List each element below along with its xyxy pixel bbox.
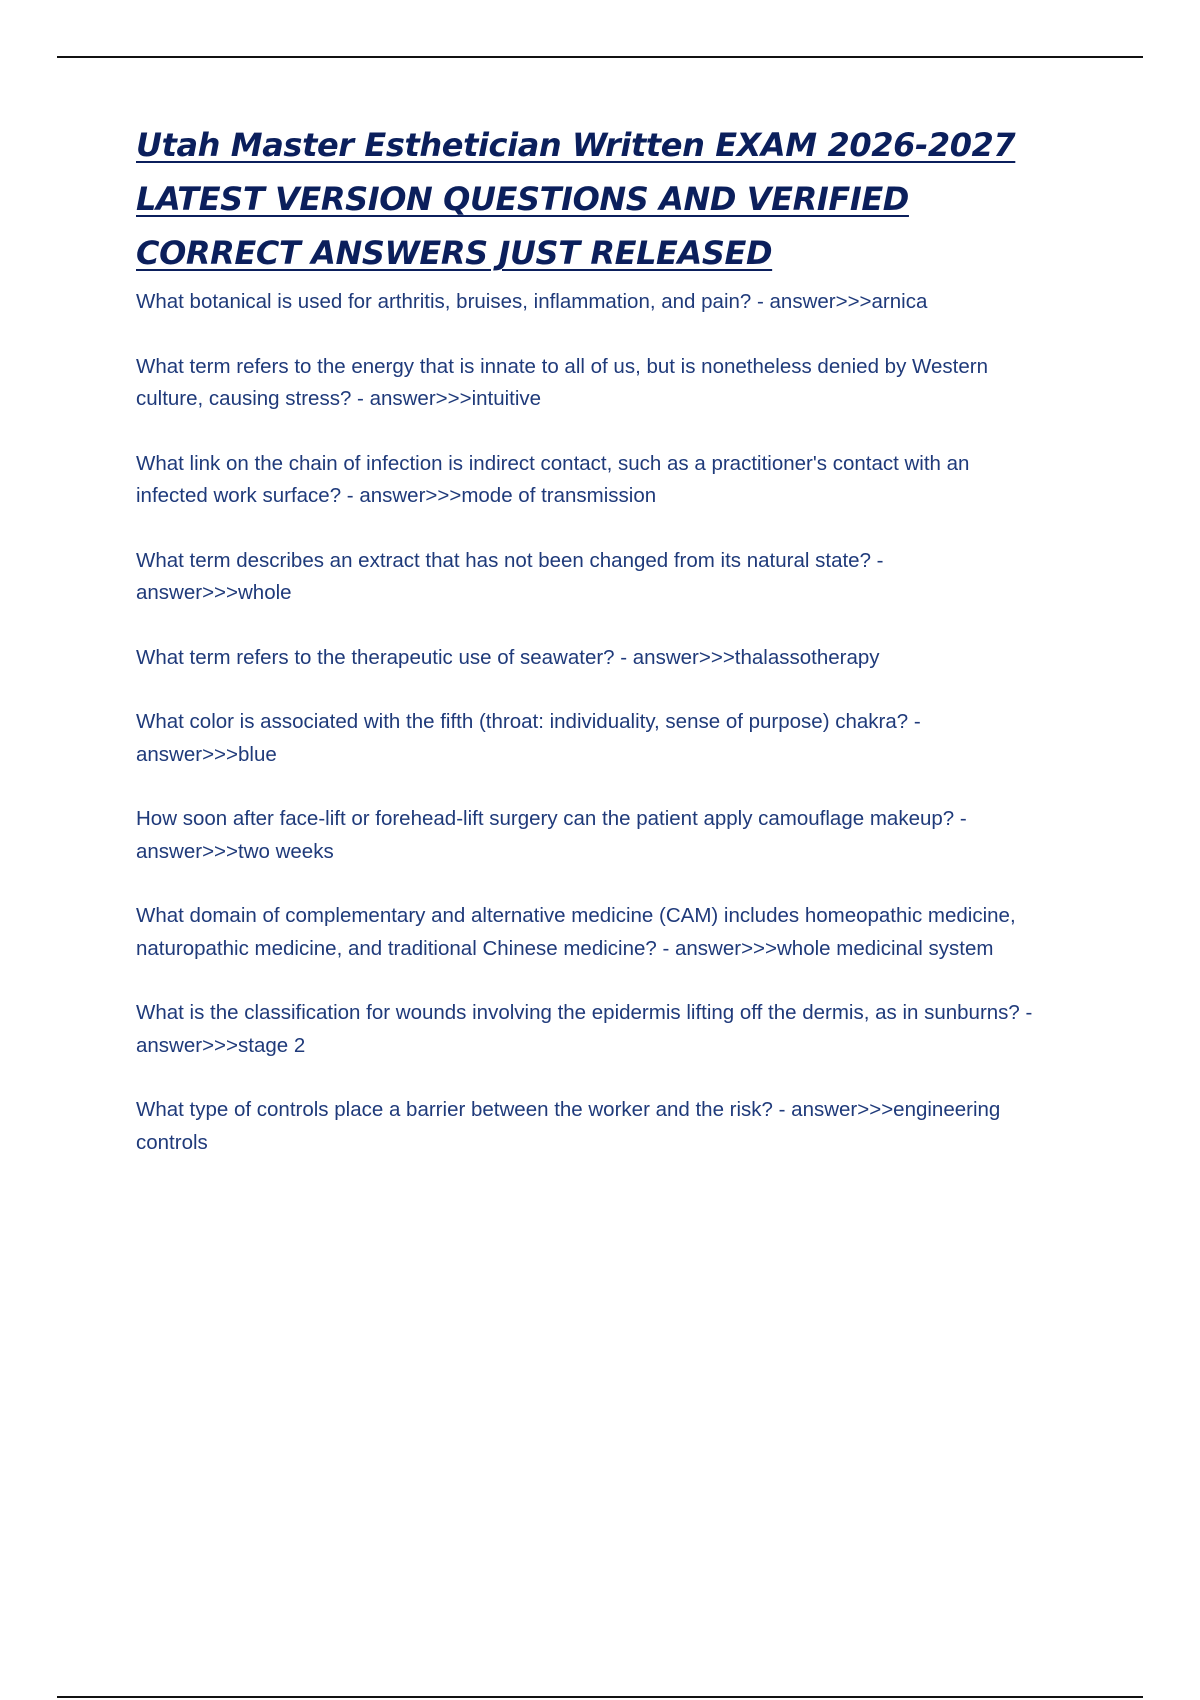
qa-item: How soon after face-lift or forehead-lift surgery can the patient apply camouflage makeup? - answer>>>two weeks	[136, 807, 967, 863]
bottom-rule	[57, 1696, 1143, 1698]
top-rule	[57, 56, 1143, 58]
qa-item: What term describes an extract that has not been changed from its natural state? - answer>>>whole	[136, 548, 884, 604]
document-title: Utah Master Esthetician Written EXAM 2026-2027 LATEST VERSION QUESTIONS AND VERIFIED CORRECT ANSWERS JUST RELEASED	[136, 126, 1016, 272]
qa-item: What link on the chain of infection is indirect contact, such as a practitioner's contact with an infected work surface? - answer>>>mode of transmission	[136, 451, 970, 507]
document-body	[136, 118, 1036, 1191]
qa-item: What type of controls place a barrier between the worker and the risk? - answer>>>engineering controls	[136, 1098, 1001, 1154]
qa-item: What domain of complementary and alternative medicine (CAM) includes homeopathic medicine, naturopathic medicine, and traditional Chinese medicine? - answer>>>whole medicinal system	[136, 904, 1016, 960]
qa-item: What is the classification for wounds involving the epidermis lifting off the dermis, as in sunburns? - answer>>>stage 2	[136, 1001, 1033, 1057]
qa-item: What botanical is used for arthritis, bruises, inflammation, and pain? - answer>>>arnica	[136, 290, 928, 313]
qa-item: What term refers to the energy that is innate to all of us, but is nonetheless denied by Western culture, causing stress? - answer>>>intuitive	[136, 354, 988, 410]
qa-item: What term refers to the therapeutic use of seawater? - answer>>>thalassotherapy	[136, 645, 880, 669]
qa-item: What color is associated with the fifth (throat: individuality, sense of purpose) chakra? - answer>>>blue	[136, 710, 921, 766]
